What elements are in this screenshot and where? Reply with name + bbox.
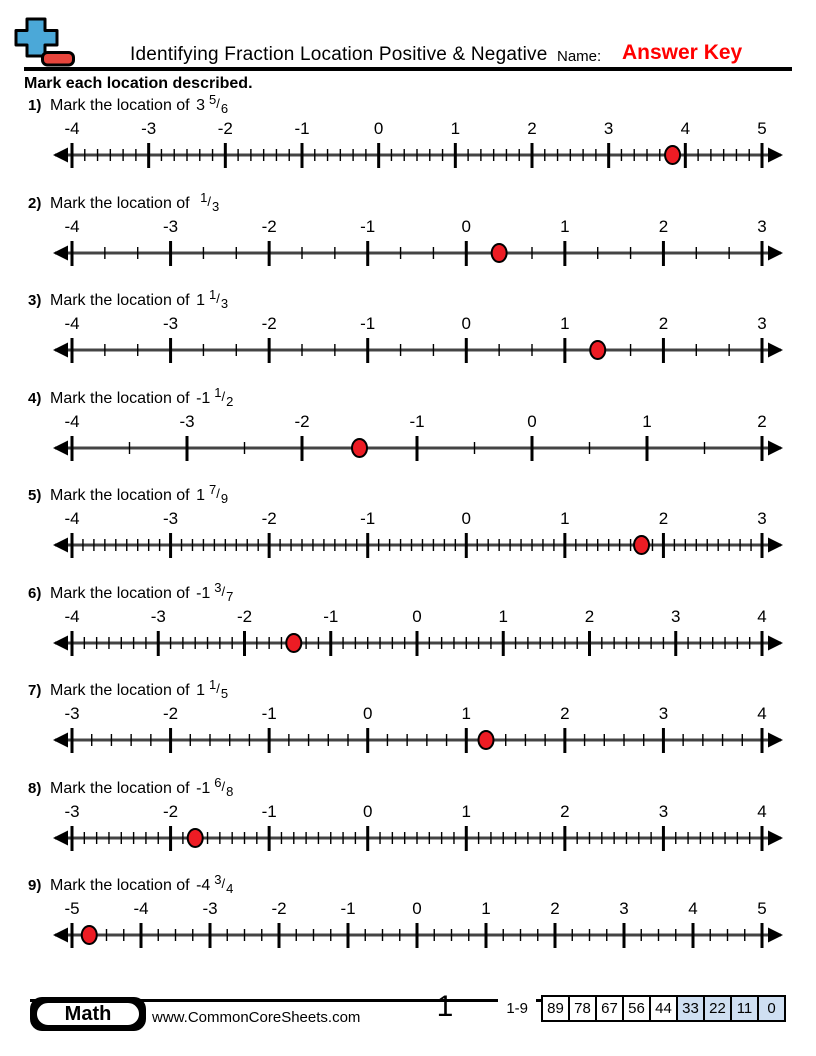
fraction-slash: / xyxy=(221,583,226,599)
score-cell: 89 xyxy=(541,995,570,1022)
question-number: 8) xyxy=(28,779,42,797)
fraction-denominator: 5 xyxy=(220,686,229,701)
tick-label: 3 xyxy=(757,216,767,236)
tick-label: -2 xyxy=(271,899,287,918)
page-title: Identifying Fraction Location Positive & Negative xyxy=(130,44,548,65)
tick-label: -1 xyxy=(409,411,425,431)
question-head xyxy=(28,482,229,506)
tick-label: 1 xyxy=(498,606,508,626)
question-row xyxy=(0,92,816,193)
tick-label: -3 xyxy=(150,606,166,626)
fraction-whole xyxy=(192,195,196,212)
subject-badge xyxy=(30,997,146,1031)
tick-label: 1 xyxy=(560,314,570,333)
tick-label: 2 xyxy=(527,119,537,138)
question-prompt: Mark the location of 3 $^5$/6 xyxy=(50,92,229,116)
question-head xyxy=(28,872,234,896)
tick-label: 1 xyxy=(450,119,461,138)
fraction-numerator: 1 xyxy=(208,287,217,302)
tick-label: 0 xyxy=(461,509,472,528)
number-line xyxy=(40,215,790,269)
tick-label: 2 xyxy=(560,704,570,723)
question-row xyxy=(0,189,816,291)
fraction-numerator: 1 xyxy=(208,677,217,692)
answer-dot xyxy=(479,731,494,749)
score-cell: 0 xyxy=(757,995,786,1022)
score-cell: 11 xyxy=(730,995,759,1022)
tick-label: -4 xyxy=(64,606,80,626)
question-prompt: Mark the location of 1 $^1$/5 xyxy=(50,677,229,701)
score-cell: 33 xyxy=(676,995,705,1022)
score-table xyxy=(498,995,786,1022)
right-arrow-icon xyxy=(768,148,783,163)
fraction-denominator: 6 xyxy=(220,101,229,116)
fraction-denominator: 4 xyxy=(226,881,234,896)
tick-label: -4 xyxy=(64,314,80,333)
tick-label: 2 xyxy=(658,216,669,236)
tick-label: 3 xyxy=(619,899,629,918)
tick-label: -2 xyxy=(261,509,277,528)
score-range-label: 1-9 xyxy=(498,995,536,1022)
tick-label: 3 xyxy=(603,119,614,138)
name-label: Name: xyxy=(557,48,602,65)
question-prompt: Mark the location of 1 $^7$/9 xyxy=(50,482,229,506)
tick-label: -1 xyxy=(261,704,277,723)
question-row xyxy=(0,287,816,388)
left-arrow-icon xyxy=(53,343,68,358)
left-arrow-icon xyxy=(53,538,68,553)
tick-label: -3 xyxy=(141,119,157,138)
question-row xyxy=(0,774,816,876)
answer-dot xyxy=(188,829,203,847)
header-divider xyxy=(24,67,792,71)
fraction-denominator: 8 xyxy=(226,783,234,799)
question-number: 1) xyxy=(28,97,42,114)
answer-key: Answer Key xyxy=(622,41,743,64)
fraction-whole: 3 xyxy=(191,97,205,114)
tick-label: 1 xyxy=(461,801,472,821)
tick-label: 2 xyxy=(658,314,669,333)
plus-minus-logo-icon xyxy=(14,16,78,68)
fraction-denominator: 3 xyxy=(220,296,229,311)
tick-label: -4 xyxy=(64,509,80,528)
fraction-denominator: 7 xyxy=(226,588,234,604)
answer-dot xyxy=(492,244,507,262)
left-arrow-icon xyxy=(53,245,68,260)
questions-list xyxy=(0,92,816,973)
tick-label: -2 xyxy=(261,216,277,236)
fraction-numerator: 6 xyxy=(214,774,222,790)
tick-label: -3 xyxy=(64,801,80,821)
tick-label: -1 xyxy=(294,119,310,138)
tick-label: -1 xyxy=(360,216,376,236)
right-arrow-icon xyxy=(768,440,783,455)
fraction-whole: -1 xyxy=(191,584,211,602)
question-prompt: Mark the location of 1 $^1$/3 xyxy=(50,287,229,311)
page-number: 1 xyxy=(436,990,454,1023)
right-arrow-icon xyxy=(768,245,783,260)
right-arrow-icon xyxy=(768,635,783,650)
fraction-slash: / xyxy=(221,388,226,404)
tick-label: 4 xyxy=(757,704,767,723)
right-arrow-icon xyxy=(768,733,783,748)
number-line xyxy=(40,897,790,951)
fraction-whole: 1 xyxy=(191,487,205,504)
tick-label: 1 xyxy=(560,216,570,236)
tick-label: 0 xyxy=(412,606,422,626)
number-line xyxy=(40,410,790,464)
right-arrow-icon xyxy=(768,343,783,358)
tick-label: 0 xyxy=(373,119,384,138)
answer-dot xyxy=(590,341,605,359)
question-row xyxy=(0,579,816,681)
tick-label: -3 xyxy=(163,216,179,236)
tick-label: 2 xyxy=(560,801,570,821)
tick-label: 5 xyxy=(757,119,767,138)
fraction-slash: / xyxy=(216,291,220,306)
fraction-numerator: 1 xyxy=(200,189,208,205)
tick-label: -2 xyxy=(163,704,179,723)
question-prompt: Mark the location of $^1$/3 xyxy=(50,189,220,214)
left-arrow-icon xyxy=(53,440,68,455)
fraction-whole: 1 xyxy=(191,682,205,699)
tick-label: -4 xyxy=(64,411,80,431)
left-arrow-icon xyxy=(53,635,68,650)
fraction-slash: / xyxy=(221,778,226,794)
left-arrow-icon xyxy=(53,148,68,163)
tick-label: 3 xyxy=(658,801,669,821)
tick-label: -3 xyxy=(163,509,179,528)
tick-label: 2 xyxy=(757,411,767,431)
tick-label: 3 xyxy=(757,314,767,333)
tick-label: 2 xyxy=(550,899,560,918)
tick-label: 3 xyxy=(671,606,681,626)
tick-label: 0 xyxy=(362,704,373,723)
fraction-slash: / xyxy=(216,96,220,111)
tick-label: 3 xyxy=(757,509,767,528)
tick-label: 0 xyxy=(527,411,537,431)
question-row xyxy=(0,677,816,778)
fraction-slash: / xyxy=(207,193,211,209)
fraction-numerator: 5 xyxy=(208,92,217,107)
question-prompt: Mark the location of -4 $^3$/4 xyxy=(50,872,234,896)
right-arrow-icon xyxy=(768,928,783,943)
tick-label: -2 xyxy=(294,411,310,431)
question-number: 6) xyxy=(28,584,42,602)
question-head xyxy=(28,92,229,116)
tick-label: -3 xyxy=(163,314,179,333)
tick-label: -3 xyxy=(64,704,80,723)
site-url: www.CommonCoreSheets.com xyxy=(152,1009,361,1026)
right-arrow-icon xyxy=(768,830,783,845)
tick-label: 1 xyxy=(560,509,570,528)
tick-label: -2 xyxy=(217,119,233,138)
tick-label: -1 xyxy=(340,899,356,918)
left-arrow-icon xyxy=(53,733,68,748)
tick-label: 1 xyxy=(481,899,491,918)
question-head xyxy=(28,774,234,799)
tick-label: 3 xyxy=(658,704,669,723)
tick-label: -4 xyxy=(133,899,149,918)
fraction-numerator: 7 xyxy=(208,482,217,497)
answer-dot xyxy=(352,439,367,457)
subject-label: Math xyxy=(35,1001,141,1027)
question-head xyxy=(28,287,229,311)
question-number: 5) xyxy=(28,487,42,504)
tick-label: 1 xyxy=(461,704,472,723)
fraction-whole: -4 xyxy=(191,877,211,894)
score-cell: 44 xyxy=(649,995,678,1022)
right-arrow-icon xyxy=(768,538,783,553)
question-head xyxy=(28,189,220,214)
question-prompt: Mark the location of -1 $^6$/8 xyxy=(50,774,234,799)
score-cell: 22 xyxy=(703,995,732,1022)
question-number: 9) xyxy=(28,877,42,894)
fraction-slash: / xyxy=(221,876,226,891)
tick-label: 0 xyxy=(412,899,422,918)
answer-dot xyxy=(665,146,680,164)
question-number: 2) xyxy=(28,194,42,212)
question-head xyxy=(28,677,229,701)
fraction-denominator: 9 xyxy=(220,491,229,506)
tick-label: 4 xyxy=(680,119,691,138)
fraction-whole: -1 xyxy=(191,779,211,797)
number-line xyxy=(40,312,790,366)
question-number: 3) xyxy=(28,292,42,309)
fraction-denominator: 2 xyxy=(226,393,234,409)
tick-label: 4 xyxy=(757,801,767,821)
score-cell: 67 xyxy=(595,995,624,1022)
number-line xyxy=(40,702,790,756)
number-line xyxy=(40,605,790,659)
answer-dot xyxy=(634,536,649,554)
fraction-denominator: 3 xyxy=(211,198,220,214)
tick-label: 2 xyxy=(584,606,595,626)
tick-label: -2 xyxy=(261,314,277,333)
question-row xyxy=(0,384,816,486)
tick-label: -3 xyxy=(179,411,195,431)
tick-label: -2 xyxy=(163,801,179,821)
tick-label: -5 xyxy=(64,899,80,918)
tick-label: -4 xyxy=(64,216,80,236)
score-cell: 56 xyxy=(622,995,651,1022)
tick-label: -1 xyxy=(360,314,376,333)
number-line xyxy=(40,117,790,171)
tick-label: -1 xyxy=(323,606,339,626)
question-row xyxy=(0,482,816,583)
fraction-numerator: 3 xyxy=(214,579,222,595)
tick-label: 5 xyxy=(757,899,767,918)
question-number: 7) xyxy=(28,682,42,699)
question-prompt: Mark the location of -1 $^1$/2 xyxy=(50,384,234,409)
score-cell: 78 xyxy=(568,995,597,1022)
tick-label: -4 xyxy=(64,119,80,138)
fraction-slash: / xyxy=(216,486,220,501)
answer-dot xyxy=(82,926,97,944)
tick-label: -1 xyxy=(261,801,277,821)
fraction-numerator: 1 xyxy=(214,384,222,400)
fraction-numerator: 3 xyxy=(214,872,222,887)
tick-label: -1 xyxy=(360,509,376,528)
tick-label: 1 xyxy=(642,411,652,431)
tick-label: 2 xyxy=(658,509,669,528)
question-prompt: Mark the location of -1 $^3$/7 xyxy=(50,579,234,604)
fraction-slash: / xyxy=(216,681,220,696)
question-head xyxy=(28,579,234,604)
number-line xyxy=(40,507,790,561)
tick-label: 0 xyxy=(461,314,472,333)
tick-label: 4 xyxy=(688,899,698,918)
instructions-text: Mark each location described. xyxy=(24,75,253,92)
tick-label: 4 xyxy=(757,606,767,626)
tick-label: -2 xyxy=(236,606,253,626)
fraction-whole: 1 xyxy=(191,292,205,309)
tick-label: -3 xyxy=(202,899,218,918)
answer-dot xyxy=(286,634,301,652)
question-head xyxy=(28,384,234,409)
number-line xyxy=(40,800,790,854)
tick-label: 0 xyxy=(362,801,373,821)
question-number: 4) xyxy=(28,389,42,407)
tick-label: 0 xyxy=(461,216,472,236)
fraction-whole: -1 xyxy=(191,389,211,407)
question-row xyxy=(0,872,816,973)
left-arrow-icon xyxy=(53,928,68,943)
left-arrow-icon xyxy=(53,830,68,845)
